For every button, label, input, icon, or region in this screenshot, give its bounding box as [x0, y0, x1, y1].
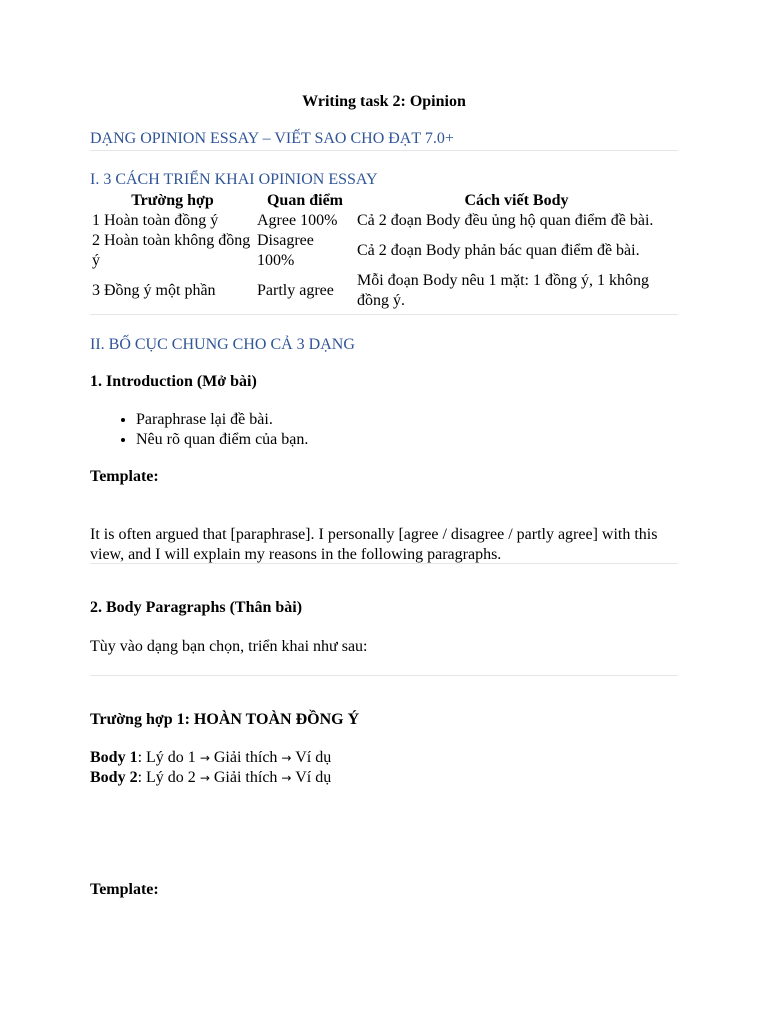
table-cell-view: Agree 100%	[257, 212, 338, 229]
list-item: • Nêu rõ quan điểm của bạn.	[136, 430, 308, 450]
table-cell-case: 3 Đồng ý một phần	[92, 282, 216, 299]
divider	[90, 563, 678, 564]
section1-heading-text: I. 3 CÁCH TRIỂN KHAI OPINION ESSAY	[90, 171, 378, 188]
intro-template-text: It is often argued that [paraphrase]. I personally [agree / disagree / partly agree] with this view, and I will explain my reasons in the following paragraphs.	[90, 526, 658, 563]
table-cell-case: 1 Hoàn toàn đồng ý	[92, 212, 219, 229]
cases-table	[90, 191, 678, 311]
table-cell-body: Cả 2 đoạn Body đều ủng hộ quan điểm đề bài.	[357, 212, 654, 229]
body-note: Tùy vào dạng bạn chọn, triển khai như sau:	[90, 638, 368, 655]
table-row	[90, 211, 678, 231]
divider	[90, 675, 678, 676]
table-row	[90, 271, 678, 311]
body-lines	[90, 748, 678, 788]
body-template-label: Template:	[90, 881, 159, 898]
table-cell-view: Disagree 100%	[257, 232, 314, 269]
main-heading	[90, 130, 454, 148]
document-title: Writing task 2: Opinion	[302, 93, 466, 110]
table-header-row	[90, 191, 678, 211]
intro-heading: 1. Introduction (Mở bài)	[90, 373, 257, 390]
table-cell-case: 2 Hoàn toàn không đồng ý	[92, 232, 251, 269]
table-row	[90, 231, 678, 271]
section2-heading-text: II. BỐ CỤC CHUNG CHO CẢ 3 DẠNG	[90, 336, 355, 353]
arrow-right-icon: →	[199, 771, 210, 785]
body-heading: 2. Body Paragraphs (Thân bài)	[90, 599, 303, 616]
list-item: • Paraphrase lại đề bài.	[136, 410, 308, 430]
arrow-right-icon: →	[281, 771, 292, 785]
table-header-cell: Trường hợp	[131, 192, 214, 209]
intro-template-label: Template:	[90, 468, 159, 485]
table-cell-body: Mỗi đoạn Body nêu 1 mặt: 1 đồng ý, 1 không đồng ý.	[357, 272, 649, 309]
main-heading-text: DẠNG OPINION ESSAY – VIẾT SAO CHO ĐẠT 7.0+	[90, 130, 454, 147]
divider	[90, 150, 678, 151]
section1-heading	[90, 171, 378, 189]
table-header-cell: Quan điểm	[266, 192, 343, 209]
case1-heading: Trường hợp 1: HOÀN TOÀN ĐỒNG Ý	[90, 711, 360, 728]
arrow-right-icon: →	[199, 751, 210, 765]
body-line: Body 1: Lý do 1 → Giải thích → Ví dụ	[90, 749, 332, 766]
table-cell-view: Partly agree	[257, 282, 334, 299]
arrow-right-icon: →	[281, 751, 292, 765]
divider	[90, 314, 678, 315]
section2-heading	[90, 336, 355, 354]
table-header-cell: Cách viết Body	[464, 192, 569, 209]
body-line: Body 2: Lý do 2 → Giải thích → Ví dụ	[90, 769, 332, 786]
table-cell-body: Cả 2 đoạn Body phản bác quan điểm đề bài.	[357, 242, 640, 259]
intro-bullet-list	[90, 410, 308, 450]
